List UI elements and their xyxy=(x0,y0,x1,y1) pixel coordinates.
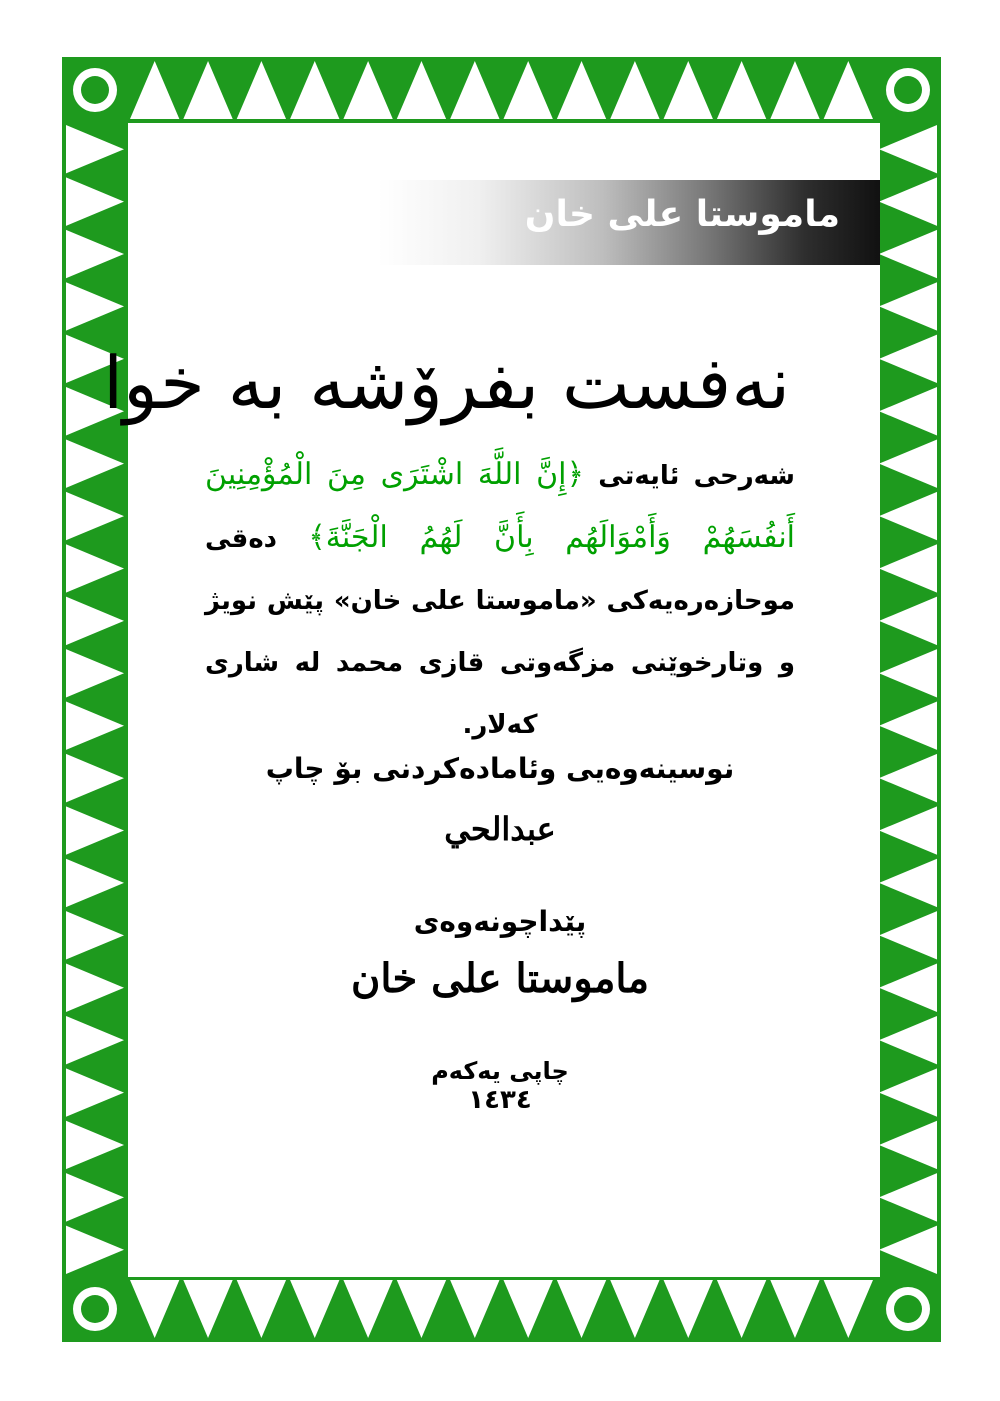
author-banner xyxy=(378,180,880,265)
description-suffix: دەقی موحازەرەیەکی «ماموستا علی خان» پێش نویژ و وتارخوێنی مزگەوتی قازی محمد لە شاری کەلار. xyxy=(205,524,795,740)
corner-circle-ornament xyxy=(894,1295,922,1323)
edition-year: ١٤٣٤ xyxy=(468,1085,532,1115)
quran-verse: ﴿إِنَّ اللَّهَ اشْتَرَى مِنَ الْمُؤْمِنِينَ أَنفُسَهُمْ وَأَمْوَالَهُم بِأَنَّ لَهُمُ الْجَنَّةَ﴾ xyxy=(205,457,796,555)
editor-name: عبدالحي xyxy=(444,810,556,848)
book-description xyxy=(205,444,795,756)
edition-label: چاپی یەکەم xyxy=(431,1057,569,1085)
author-banner-text: ماموستا علی خان xyxy=(524,194,840,235)
prepared-by-label: نوسینەوەیی وئامادەکردنی بۆ چاپ xyxy=(265,752,735,785)
corner-circle-ornament xyxy=(81,76,109,104)
description-prefix: شەرحی ئایەتی xyxy=(584,461,796,491)
book-title: نەفست بفرۆشە بە خوا xyxy=(103,341,790,425)
reviser-name: ماموستا علی خان xyxy=(350,955,650,1002)
corner-circle-ornament xyxy=(81,1295,109,1323)
corner-circle-ornament xyxy=(894,76,922,104)
revised-by-label: پێداچونەوەی xyxy=(413,905,587,938)
